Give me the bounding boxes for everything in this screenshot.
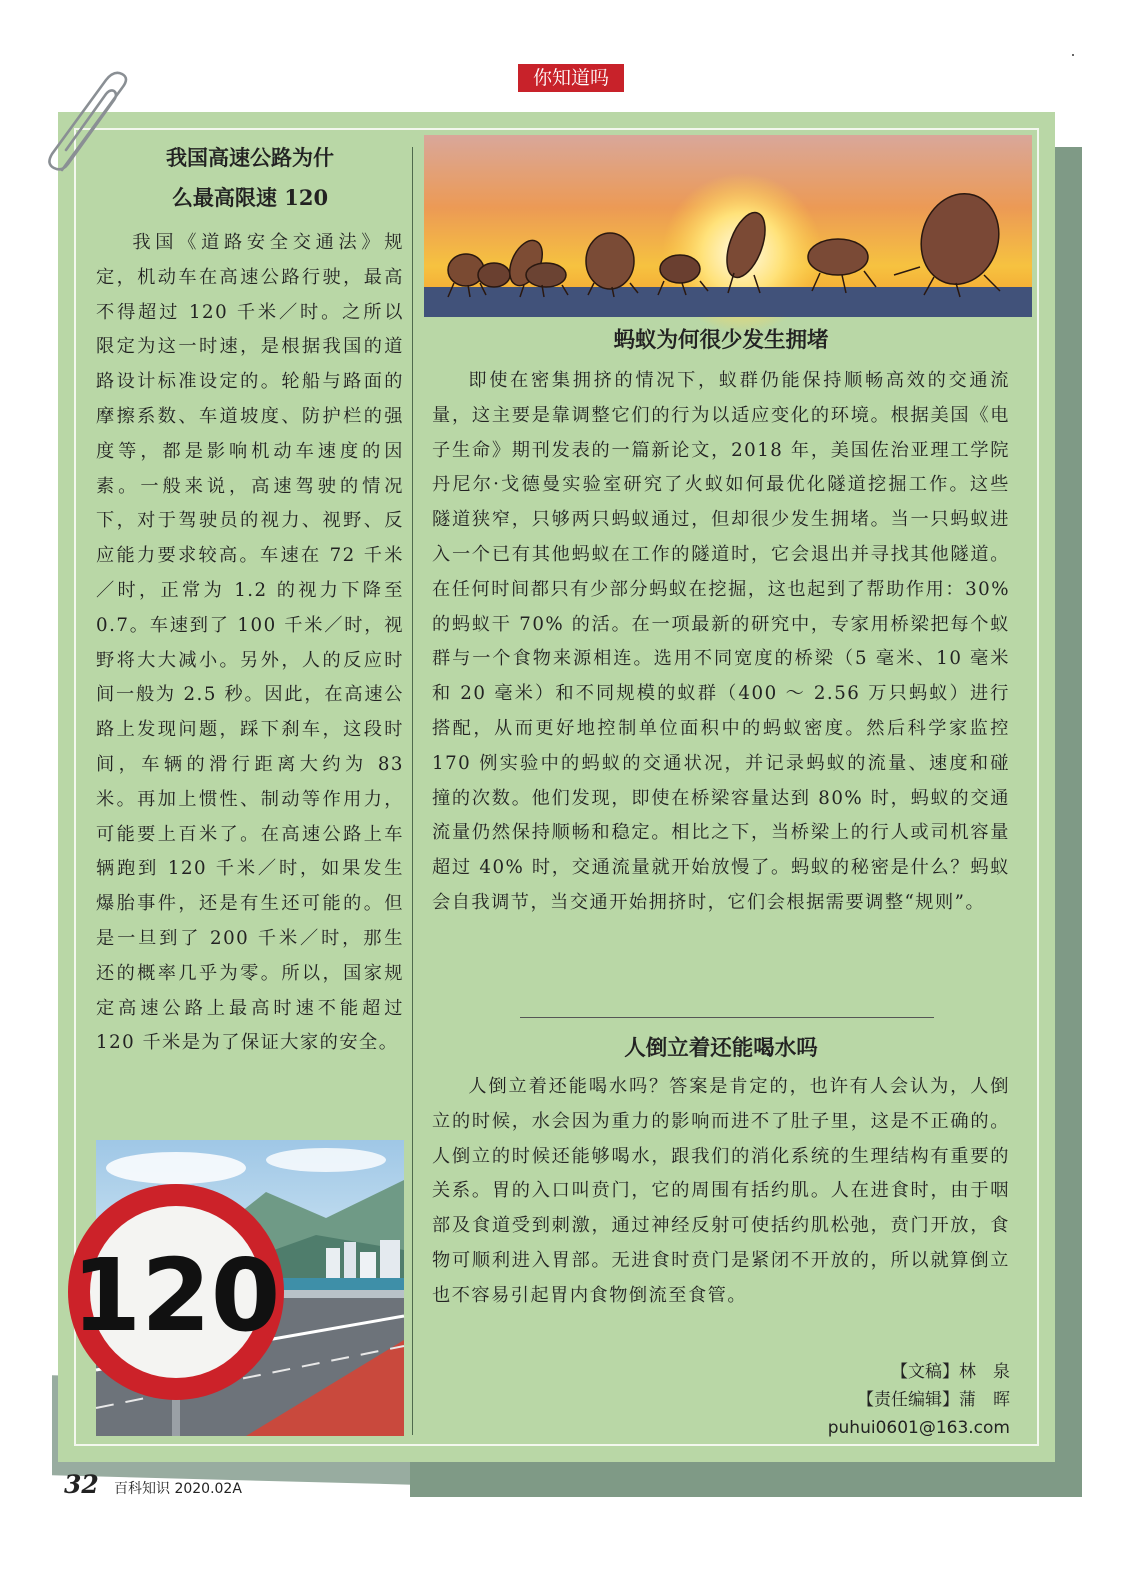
credit-writer: 【文稿】林 泉 [891, 1362, 1010, 1382]
page-number: 32 [64, 1470, 99, 1499]
article-separator [520, 1017, 934, 1018]
speed-article-body: 我国《道路安全交通法》规定，机动车在高速公路行驶，最高不得超过 120 千米／时。之所以限定为这一时速，是根据我国的道路设计标准设定的。轮船与路面的摩擦系数、车道坡度、防护栏的强度等，都是影响机动车速度的因素。一般来说，高速驾驶的情况下，对于驾驶员的视力、视野、反应能力要求较高。车速在 72 千米／时，正常为 1.2 的视力下降至 0.7。车速到了 100 千米／时，视野将大大减小。另外，人的反应时间一般为 2.5 秒。因此，在高速公路上发现问题，踩下刹车，这段时间，车辆的滑行距离大约为 83 米。再加上惯性、制动等作用力，可能要上百米了。在高速公路上车辆跑到 120 千米／时，如果发生爆胎事件，还是有生还可能的。但是一旦到了 200 千米／时，那生还的概率几乎为零。所以，国家规定高速公路上最高时速不能超过 120 千米是为了保证大家的安全。 [96, 232, 404, 1054]
water-article-title: 人倒立着还能喝水吗 [624, 1036, 818, 1061]
speed-limit-article [96, 138, 404, 1061]
water-article-body: 人倒立着还能喝水吗？答案是肯定的，也许有人会认为，人倒立的时候，水会因为重力的影响而进不了肚子里，这是不正确的。人倒立的时候还能够喝水，跟我们的消化系统的生理结构有重要的关系。胃的入口叫贲门，它的周围有括约肌。人在进食时，由于咽部及食道受到刺激，通过神经反射可使括约肌松弛，贲门开放，食物可顺利进入胃部。无进食时贲门是紧闭不开放的，所以就算倒立也不容易引起胃内食物倒流至食管。 [432, 1076, 1010, 1306]
column-divider [412, 147, 413, 1435]
speed-sign-number: 120 [71, 1237, 281, 1354]
ant-article-title: 蚂蚁为何很少发生拥堵 [613, 328, 829, 353]
speed-limit-sign-image [71, 1140, 404, 1436]
credit-email: puhui0601@163.com [827, 1418, 1010, 1438]
speed-title-line2: 么最高限速 120 [171, 185, 329, 210]
magazine-issue: 百科知识 2020.02A [114, 1481, 242, 1497]
ant-article-body: 即使在密集拥挤的情况下，蚁群仍能保持顺畅高效的交通流量，这主要是靠调整它们的行为以适应变化的环境。根据美国《电子生命》期刊发表的一篇新论文，2018 年，美国佐治亚理工学院丹尼尔·戈德曼实验室研究了火蚁如何最优化隧道挖掘工作。这些隧道狭窄，只够两只蚂蚁通过，但却很少发生拥堵。当一只蚂蚁进入一个已有其他蚂蚁在工作的隧道时，它会退出并寻找其他隧道。在任何时间都只有少部分蚂蚁在挖掘，这也起到了帮助作用：30% 的蚂蚁干 70% 的活。在一项最新的研究中，专家用桥梁把每个蚁群与一个食物来源相连。选用不同宽度的桥梁（5 毫米、10 毫米和 20 毫米）和不同规模的蚁群（400 ～ 2.56 万只蚂蚁）进行搭配，从而更好地控制单位面积中的蚂蚁密度。然后科学家监控 170 例实验中的蚂蚁的交通状况，并记录蚂蚁的流量、速度和碰撞的次数。他们发现，即使在桥梁容量达到 80% 时，蚂蚁的交通流量仍然保持顺畅和稳定。相比之下，当桥梁上的行人或司机容量超过 40% 时，交通流量就开始放慢了。蚂蚁的秘密是什么？蚂蚁会自我调节，当交通开始拥挤时，它们会根据需要调整“规则”。 [432, 370, 1010, 913]
section-tag: 你知道吗 [518, 64, 624, 92]
credits [828, 1358, 1010, 1442]
ants-sunset-image [424, 135, 1032, 317]
credit-editor: 【责任编辑】蒲 晖 [857, 1390, 1010, 1410]
speed-title-line1: 我国高速公路为什 [166, 145, 334, 170]
speck [1072, 54, 1074, 56]
drinking-upside-down-article [432, 1034, 1010, 1314]
ant-traffic-article [432, 326, 1010, 921]
speed-article-title [96, 138, 404, 218]
